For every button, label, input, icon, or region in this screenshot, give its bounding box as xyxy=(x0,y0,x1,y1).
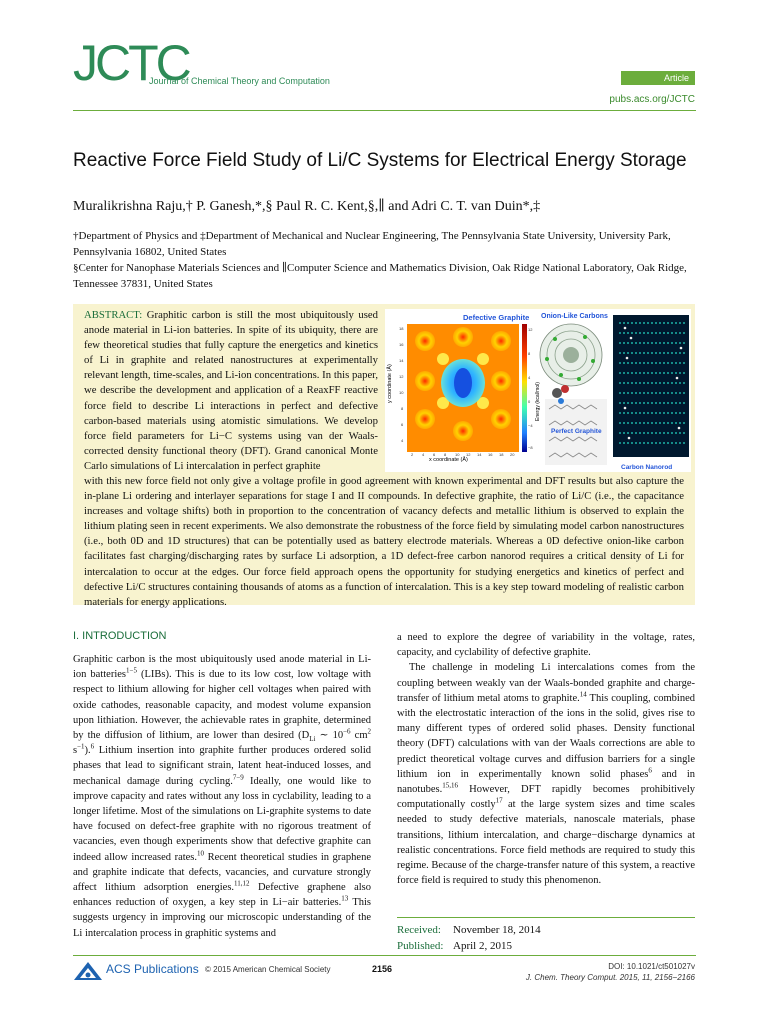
cbar-tick: 12 xyxy=(528,327,533,332)
x-tick: 18 xyxy=(499,452,504,457)
x-tick: 12 xyxy=(466,452,471,457)
perfect-graphite-label: Perfect Graphite xyxy=(551,428,602,435)
abstract-label: ABSTRACT: xyxy=(84,309,143,321)
journal-url-link[interactable]: pubs.acs.org/JCTC xyxy=(609,94,695,105)
colorbar-ticks xyxy=(528,327,533,450)
y-tick: 4 xyxy=(401,438,404,443)
toc-graphic xyxy=(385,309,691,472)
x-tick: 16 xyxy=(488,452,493,457)
received-published-block xyxy=(397,922,541,954)
y-tick: 6 xyxy=(401,422,404,427)
colorbar-label: Energy (kcal/mol) xyxy=(535,382,541,421)
body-column-left: Graphitic carbon is the most ubiquitously used anode material in Li-ion batteries$^{1-5}$ (LIBs). This is due to its low cost, low voltage with respect to lithium allowing for higher cell voltages when paired with oxide cathodes, reasonable capacity, and modest volume expansion upon lithiation. However, the achievable rates in graphite, determined by the diffusion of lithium, are lower than desired ($D_{Li}$ ∼ $10^{-6}$ $cm^2$ $s^{-1}).^6$ Lithium insertion into graphite further produces ordered solid phases that lead to significant strain, latent heat-induced losses, and mechanical damage during cycling.$^{7-9}$ Ideally, one would like to improve capacity and rates without any loss in cyclability, leading to a longer lifetime. Most of the simulations on Li-graphite systems to date have focused on defect-free graphite with no rigorous treatment of vacancies, even though experiments show that defective graphite can indeed allow increased rates.$^{10}$ Recent theoretical studies in graphene and graphite indicate that defects, vacancies, and curvature strongly affect lithium adsorption energies.$^{11,12}$ Defective graphene also enhances reduction of oxygen, a key step in Li−air batteries.$^{13}$ This suggests urgency in improving our microscopic understanding of the Li intercalation process in graphitic systems and xyxy=(73,654,372,939)
page-number: 2156 xyxy=(372,964,393,974)
abstract-body-bottom: with this new force field not only give a voltage profile in good agreement with known experimental and DFT results but also capture the in-plane Li ordering and interlayer separations for stage I and II compounds. In defective graphite, the ratio of Li/C (i.e., the capacitance increases and voltage shifts) both in proportion to the concentration of vacancy defects and metallic lithium is observed to explain the lithium plating seen in recent experiments. We also demonstrate the robustness of the force field by simulating model carbon nanostructures (i.e., both 0D and 1D structures) that can be potentially used as battery electrode materials. Whereas a 0D defective onion-like carbon facilitates fast charging/discharging rates by surface Li adsorption, a 1D defect-free carbon nanorod requires a critical density of Li for intercalation to occur at the edges. Our force field approach opens the opportunity for studying energetics and kinetics of perfect and defective Li/C structures containing thousands of atoms as a function of intercalation. This is a key step toward modeling of realistic carbon materials for energy applications. xyxy=(84,475,684,608)
x-tick: 14 xyxy=(477,452,482,457)
y-tick: 12 xyxy=(399,374,404,379)
carbon-nanorod-panel xyxy=(613,315,689,457)
x-tick: 2 xyxy=(411,452,414,457)
received-label: Received: xyxy=(397,924,441,936)
y-axis-label: y coordinate (Å) xyxy=(387,364,393,403)
cbar-tick: 4 xyxy=(528,375,531,380)
y-ticks xyxy=(399,326,404,443)
header-divider xyxy=(73,110,696,111)
y-tick: 10 xyxy=(399,390,404,395)
x-tick: 20 xyxy=(510,452,515,457)
y-tick: 18 xyxy=(399,326,404,331)
x-tick: 8 xyxy=(444,452,447,457)
x-tick: 10 xyxy=(455,452,460,457)
y-tick: 8 xyxy=(401,406,404,411)
affiliation-2: §Center for Nanophase Materials Sciences and ∥Computer Science and Mathematics Division, Oak Ridge National Laboratory, Oak Ridge, Tennessee 37831, United States xyxy=(73,262,687,290)
cbar-tick: 0 xyxy=(528,399,531,404)
cbar-tick: −4 xyxy=(528,423,533,428)
published-label: Published: xyxy=(397,940,444,952)
doi-citation xyxy=(520,961,695,983)
nanorod-label: Carbon Nanorod xyxy=(621,464,673,471)
abstract-text-top xyxy=(84,308,378,474)
article-title: Reactive Force Field Study of Li/C Systems for Electrical Energy Storage xyxy=(73,150,687,171)
cbar-tick: 8 xyxy=(528,351,531,356)
x-tick: 4 xyxy=(422,452,425,457)
doi-link[interactable]: DOI: 10.1021/ct501027v xyxy=(608,962,695,971)
map-title: Defective Graphite xyxy=(463,313,530,322)
section-heading-introduction: I. INTRODUCTION xyxy=(73,630,167,642)
published-date: April 2, 2015 xyxy=(453,940,512,952)
y-tick: 14 xyxy=(399,358,404,363)
article-type-badge: Article xyxy=(621,71,695,85)
perfect-graphite-structure xyxy=(545,385,607,465)
author-list: Muralikrishna Raju,† P. Ganesh,*,§ Paul R. C. Kent,§,∥ and Adri C. T. van Duin*,‡ xyxy=(73,199,541,214)
affiliation-1: †Department of Physics and ‡Department of Mechanical and Nuclear Engineering, The Pennsylvania State University, University Park, Pennsylvania 16802, United States xyxy=(73,230,671,258)
journal-logo: JCTC xyxy=(73,35,189,91)
map-hotspots xyxy=(415,327,511,441)
abstract-body-top: Graphitic carbon is still the most ubiquitously used anode material in Li-ion batteries. In spite of its ubiquity, there are few theoretical studies that fully capture the energetics and kinetics of Li in graphite and related nanostructures at experimentally relevant length, time-scales, and Li-ion concentrations. In this paper, we describe the development and application of a ReaxFF reactive force field to describe Li interactions in perfect and defective carbon-based materials using atomistic simulations. We develop force field parameters for Li−C systems using van der Waals-corrected density functional theory (DFT). Grand canonical Monte Carlo simulations of Li intercalation in perfect graphite xyxy=(84,309,378,472)
received-date: November 18, 2014 xyxy=(453,924,541,936)
colorbar xyxy=(522,324,527,452)
cbar-tick: −8 xyxy=(528,445,533,450)
journal-name: Journal of Chemical Theory and Computation xyxy=(149,76,330,86)
onion-label: Onion-Like Carbons xyxy=(541,313,608,320)
acs-logo-icon xyxy=(73,961,103,986)
acs-publications-label: ACS Publications xyxy=(106,962,199,976)
footer-divider xyxy=(73,955,696,956)
x-tick: 6 xyxy=(433,452,436,457)
copyright-notice: © 2015 American Chemical Society xyxy=(205,965,331,974)
toc-figure-svg xyxy=(385,309,691,472)
body-column-right: a need to explore the degree of variability in the voltage, rates, capacity, and cyclability of defective graphite. The challenge in modeling Li intercalations comes from the coupling between weakly van der Waals-bonded graphite and charge-transfer of lithium metal atoms to graphite.$^{14}$ This coupling, combined with the electrostatic interaction of the ions in the solid, gives rise to many different types of ordered solid phases. Density functional theory (DFT) calculations with van der Waals corrections are able to predict theoretical voltage curves and diffusion barriers for a single lithium ion in experimentally known solid phases$^6$ and in nanotubes.$^{15,16}$ However, DFT rapidly becomes prohibitively computationally costly$^{17}$ at the large system sizes and time scales needed to study defective materials, nanoscale materials, phase transitions, lithium intercalation, and charge−discharge dynamics at realistic concentrations. Force field methods are required to study this regime. Because of the charge-transfer nature of this system, a reactive force field is required to study this phenomenon. xyxy=(397,632,695,887)
x-axis-label: x coordinate (Å) xyxy=(429,457,468,463)
received-divider xyxy=(397,917,695,918)
citation-text: J. Chem. Theory Comput. 2015, 11, 2156−2166 xyxy=(525,973,695,982)
y-tick: 16 xyxy=(399,342,404,347)
